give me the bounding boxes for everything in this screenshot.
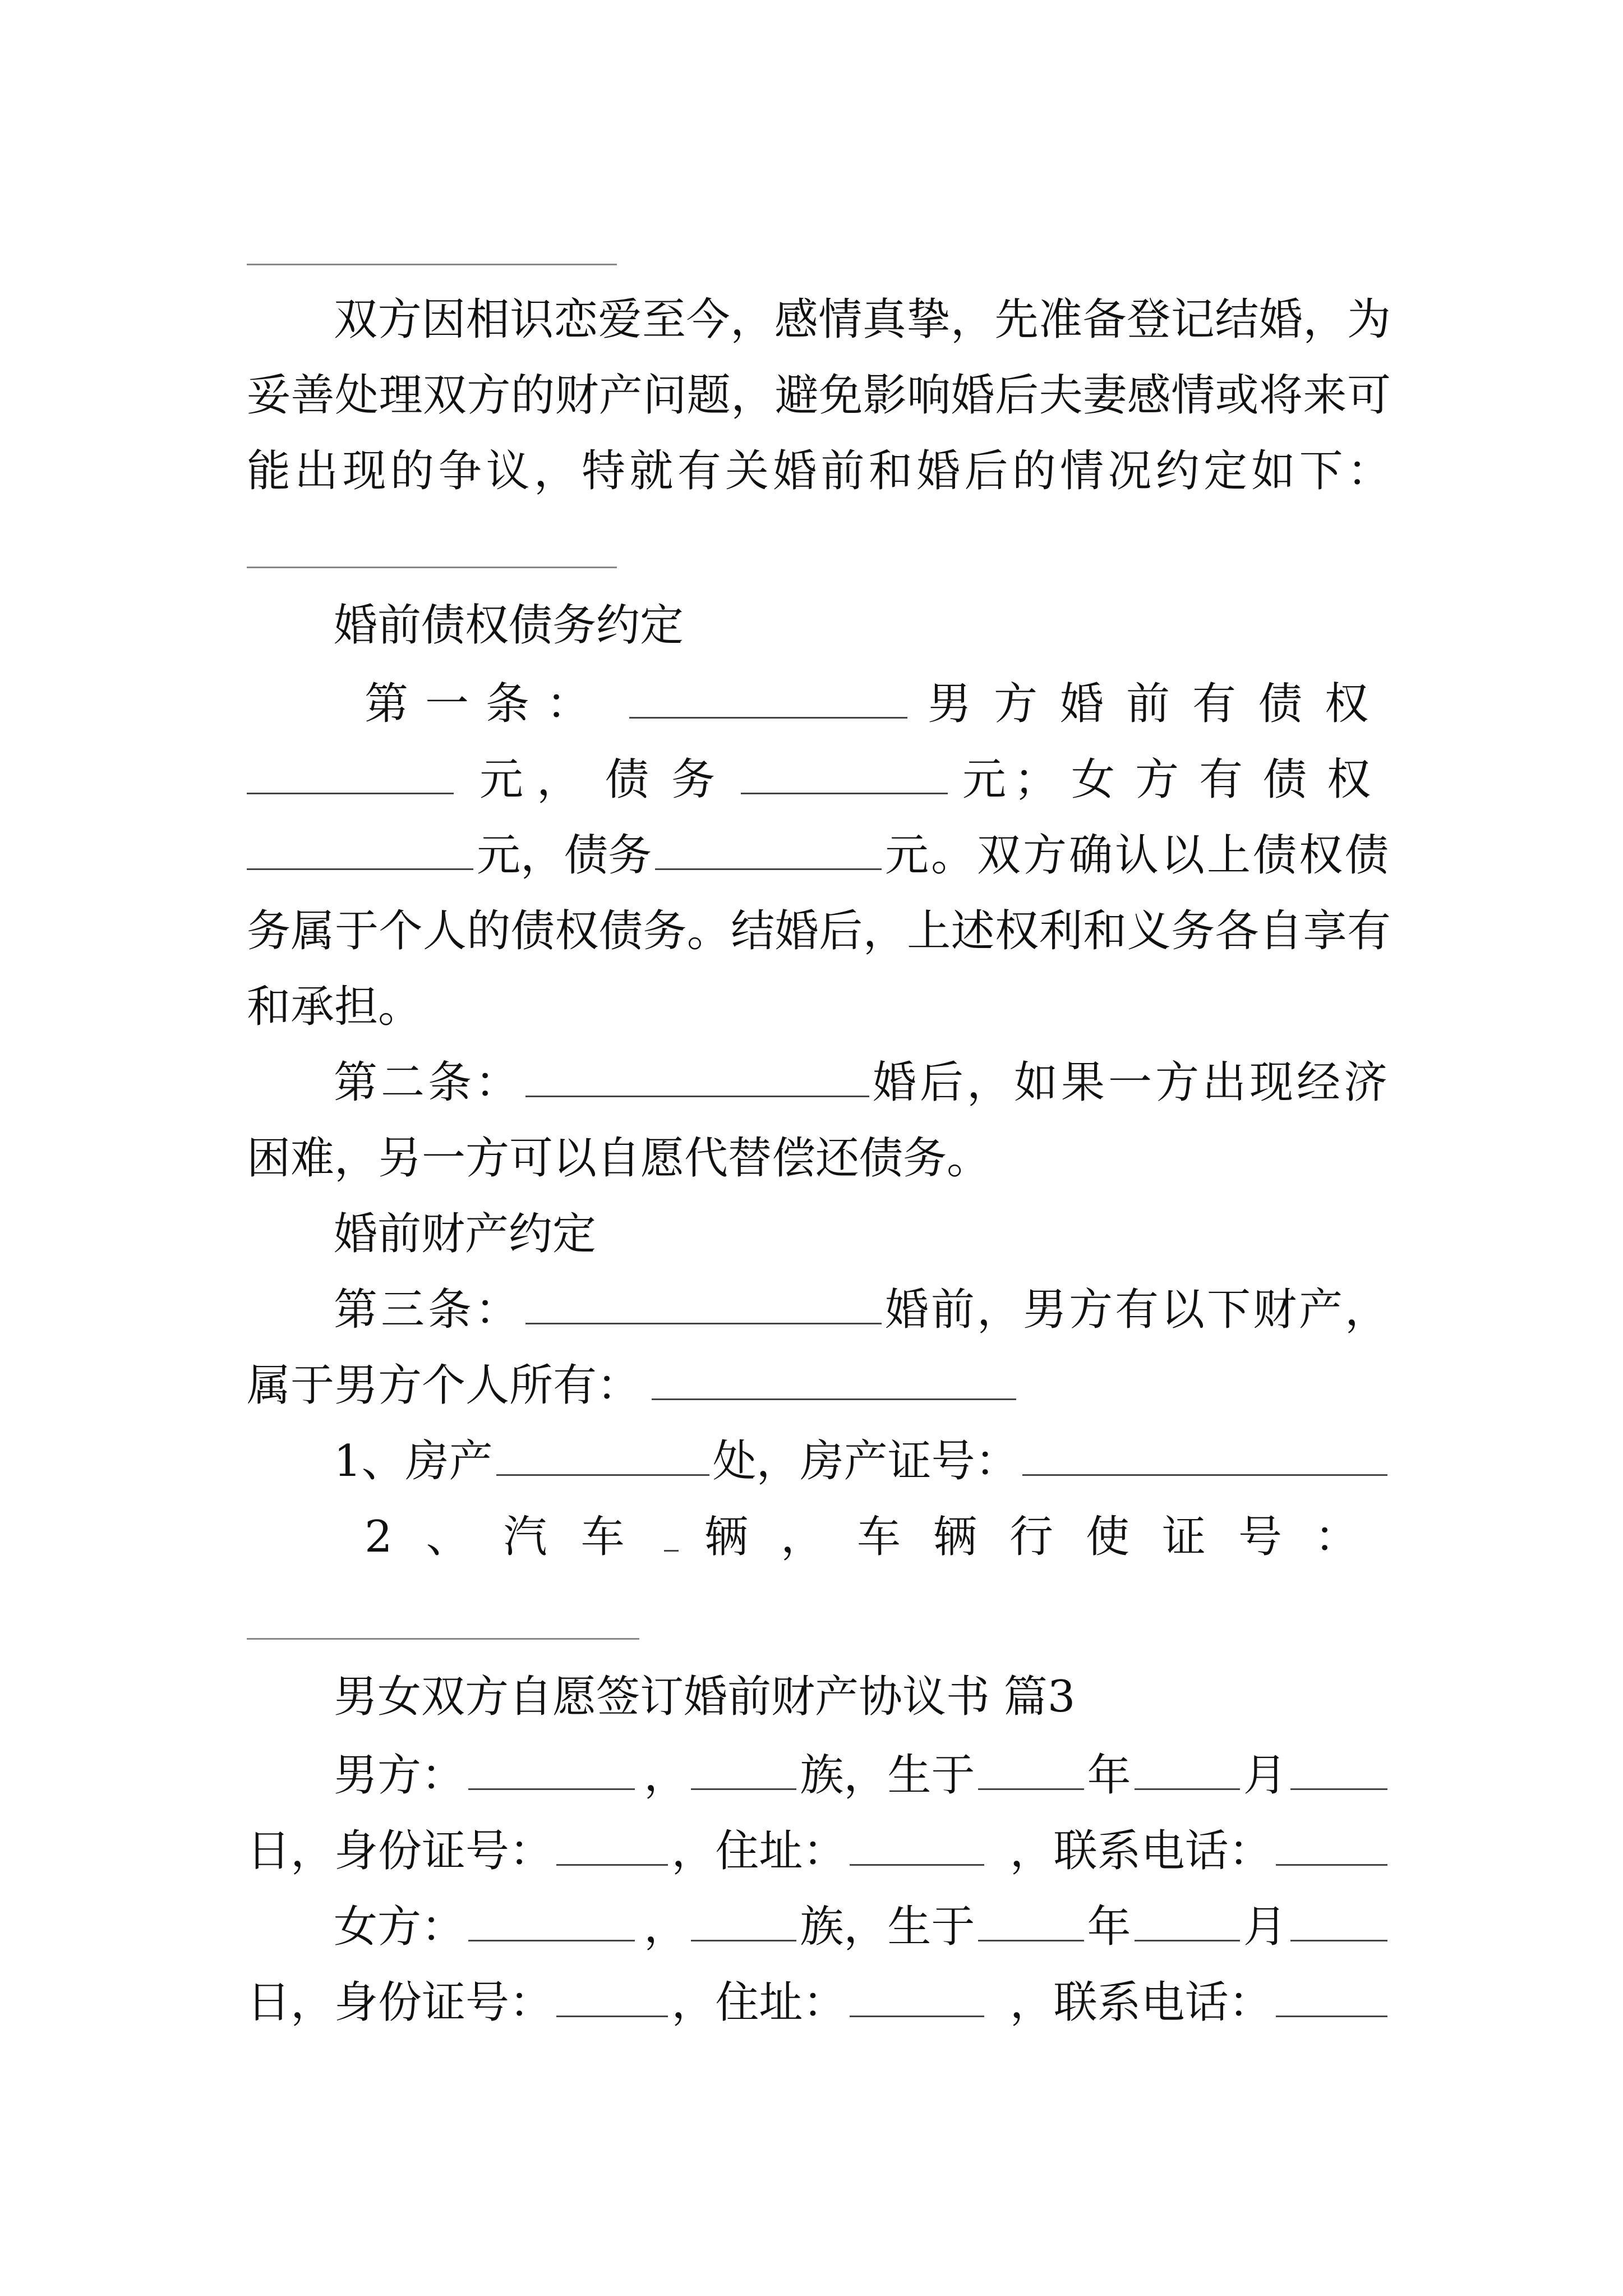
- intro-line-2: [247, 359, 1391, 432]
- article-label: 第一条：: [365, 679, 607, 729]
- ethnic-blank: [691, 1786, 796, 1790]
- agreement-title-text: 男女双方自愿签订婚前财产协议书 篇3: [334, 1672, 1076, 1722]
- separator-line: [247, 264, 617, 265]
- separator-line: [247, 1638, 639, 1640]
- name-blank: [468, 1786, 635, 1790]
- article-text: 和承担。: [247, 982, 422, 1032]
- article-1-line-1: [365, 668, 1391, 740]
- article-text: 债务: [564, 830, 652, 881]
- year-blank: [978, 1786, 1083, 1790]
- male-line-2: [247, 1815, 1391, 1888]
- item-text: 2、汽车: [365, 1512, 658, 1562]
- address-blank: [850, 2013, 984, 2017]
- article-text: 元。双方确认以上债权债: [884, 830, 1391, 881]
- field-label: 日，身份证号：: [247, 1977, 554, 2028]
- id-blank: [556, 2013, 668, 2017]
- property-item-1: [334, 1425, 1391, 1498]
- day-blank: [1290, 1786, 1387, 1790]
- female-line-2: [247, 1966, 1391, 2039]
- field-label: 族，生于: [800, 1750, 975, 1801]
- fill-blank: [629, 715, 907, 719]
- field-label: 月: [1243, 1902, 1287, 1952]
- fill-blank: [525, 1093, 869, 1097]
- article-text: 债务: [605, 754, 737, 805]
- article-1-line-5: [247, 970, 1391, 1043]
- item-text: 辆，车辆行使证号：: [704, 1512, 1391, 1562]
- fill-blank: [496, 1472, 709, 1476]
- month-blank: [1135, 1938, 1240, 1941]
- intro-line-3: [247, 435, 1395, 508]
- agreement-title: [334, 1660, 1391, 1733]
- article-text: ，: [520, 830, 564, 881]
- separator-line: [247, 567, 617, 568]
- field-label: ，住址：: [671, 1826, 847, 1876]
- article-label: 第二条：: [334, 1057, 523, 1108]
- field-label: 月: [1243, 1750, 1287, 1801]
- field-label: ，联系电话：: [1009, 1977, 1272, 2028]
- article-1-line-4: [247, 895, 1391, 968]
- fill-blank: [525, 1320, 882, 1324]
- article-text: 元；: [962, 754, 1066, 805]
- field-label: 年: [1087, 1750, 1131, 1801]
- section-heading: 婚前财产约定: [334, 1209, 597, 1259]
- fill-blank: [247, 866, 473, 870]
- article-text: 元，: [479, 754, 594, 805]
- field-label: ，: [644, 1902, 688, 1952]
- female-line-1: [334, 1890, 1391, 1963]
- article-3-line-2: [247, 1349, 1391, 1422]
- article-text: 婚前，男方有以下财产，: [884, 1285, 1391, 1335]
- phone-blank: [1276, 2013, 1387, 2017]
- ethnic-blank: [691, 1938, 796, 1941]
- intro-line-1: [334, 283, 1391, 356]
- field-label: 女方：: [334, 1902, 465, 1952]
- article-2-line-2: [247, 1122, 1391, 1195]
- fill-blank: [247, 790, 454, 794]
- article-text: 务属于个人的债权债务。结婚后，上述权利和义务各自享有: [247, 906, 1391, 956]
- id-blank: [556, 1862, 668, 1866]
- section-heading: 婚前债权债务约定: [334, 600, 684, 651]
- article-1-line-3: [247, 819, 1391, 892]
- article-3-line-1: [334, 1273, 1391, 1346]
- property-item-2: [365, 1501, 1391, 1573]
- intro-text: 双方因相识恋爱至今，感情真挚，先准备登记结婚，为: [334, 295, 1391, 345]
- article-text: 婚后，如果一方出现经济: [872, 1057, 1391, 1108]
- field-label: 族，生于: [800, 1902, 975, 1952]
- address-blank: [850, 1862, 984, 1866]
- fill-blank: [664, 1548, 679, 1552]
- fill-blank: [655, 866, 882, 870]
- article-2-line-1: [334, 1046, 1391, 1119]
- month-blank: [1135, 1786, 1240, 1790]
- phone-blank: [1276, 1862, 1387, 1866]
- article-text: 属于男方个人所有：: [247, 1360, 641, 1411]
- male-line-1: [334, 1739, 1391, 1812]
- article-text: 困难，另一方可以自愿代替偿还债务。: [247, 1133, 991, 1184]
- name-blank: [468, 1938, 635, 1941]
- field-label: 日，身份证号：: [247, 1826, 554, 1876]
- item-text: 处，房产证号：: [712, 1436, 1019, 1487]
- field-label: ，联系电话：: [1009, 1826, 1272, 1876]
- article-1-line-2: [247, 743, 1391, 816]
- section-heading-property: [334, 1198, 1391, 1271]
- intro-text: 能出现的争议，特就有关婚前和婚后的情况约定如下：: [247, 446, 1395, 496]
- day-blank: [1290, 1938, 1387, 1941]
- article-text: 男方婚前有债权: [927, 679, 1391, 729]
- item-text: 1、房产: [334, 1436, 493, 1487]
- article-text: 元: [476, 830, 520, 881]
- article-text: 女方有债权: [1071, 754, 1391, 805]
- field-label: 年: [1087, 1902, 1131, 1952]
- section-heading-debt: [334, 589, 1391, 662]
- intro-text: 妥善处理双方的财产问题，避免影响婚后夫妻感情或将来可: [247, 370, 1391, 421]
- article-label: 第三条：: [334, 1285, 523, 1335]
- field-label: 男方：: [334, 1750, 465, 1801]
- year-blank: [978, 1938, 1083, 1941]
- field-label: ，: [644, 1750, 688, 1801]
- fill-blank: [1022, 1472, 1387, 1476]
- field-label: ，住址：: [671, 1977, 847, 2028]
- fill-blank: [652, 1396, 1016, 1400]
- fill-blank: [741, 790, 948, 794]
